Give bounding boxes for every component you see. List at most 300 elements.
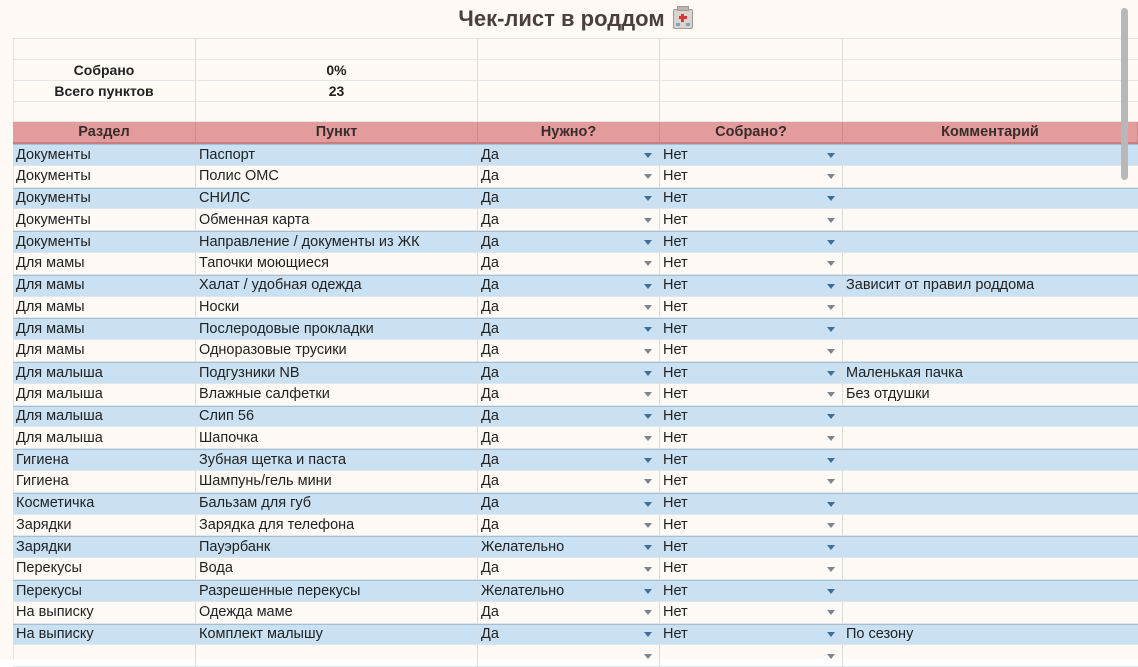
comment-cell[interactable] [843,297,1138,319]
dropdown-arrow-icon[interactable] [827,261,835,266]
needed-dropdown-value: Да [481,190,499,207]
item-cell-value: Бальзам для губ [199,495,312,512]
item-cell[interactable] [196,232,478,253]
collected-dropdown[interactable] [660,581,843,602]
comment-cell[interactable] [843,537,1138,558]
dropdown-arrow-icon[interactable] [827,610,835,615]
needed-dropdown[interactable] [478,145,660,166]
item-cell[interactable] [196,471,478,493]
column-header-item[interactable]: Пункт [196,122,478,144]
collected-dropdown[interactable] [660,209,843,231]
collected-dropdown[interactable] [660,537,843,558]
total-label[interactable]: Всего пунктов [13,81,196,102]
dropdown-arrow-icon[interactable] [644,371,652,376]
dropdown-arrow-icon[interactable] [827,392,835,397]
needed-dropdown[interactable] [478,581,660,602]
item-cell[interactable] [196,515,478,537]
comment-cell[interactable] [843,427,1138,449]
cell[interactable] [13,102,196,122]
needed-dropdown-value: Да [481,385,499,402]
cell[interactable] [478,81,660,102]
collected-dropdown-value: Нет [663,277,688,294]
table-header [13,122,1138,144]
collected-dropdown-value: Нет [663,190,688,207]
needed-dropdown-value: Да [481,408,499,425]
dropdown-arrow-icon[interactable] [827,284,835,289]
item-cell-value: Носки [199,298,240,315]
collected-dropdown-value: Нет [663,385,688,402]
needed-dropdown[interactable] [478,166,660,188]
collected-dropdown[interactable] [660,145,843,166]
dropdown-arrow-icon[interactable] [644,654,652,659]
collected-dropdown-value: Нет [663,429,688,446]
dropdown-arrow-icon[interactable] [644,327,652,332]
comment-cell[interactable] [843,319,1138,340]
section-cell[interactable] [13,276,196,297]
needed-dropdown[interactable] [478,558,660,580]
collected-dropdown[interactable] [660,645,843,667]
comment-cell[interactable] [843,602,1138,624]
section-cell[interactable] [13,450,196,471]
dropdown-arrow-icon[interactable] [827,545,835,550]
section-cell-value: Перекусы [16,582,82,599]
needed-dropdown-value: Да [481,626,499,643]
dropdown-arrow-icon[interactable] [827,240,835,245]
needed-dropdown[interactable] [478,471,660,493]
dropdown-arrow-icon[interactable] [644,392,652,397]
collected-dropdown-value: Нет [663,321,688,338]
collected-dropdown-value: Нет [663,364,688,381]
comment-cell[interactable] [843,471,1138,493]
item-cell-value: Одежда маме [199,603,293,620]
needed-dropdown-value: Да [481,277,499,294]
collected-dropdown[interactable] [660,189,843,210]
section-cell-value: Документы [16,190,91,207]
needed-dropdown[interactable] [478,232,660,253]
needed-dropdown[interactable] [478,494,660,515]
section-cell-value: Для малыша [16,408,103,425]
comment-cell-value: Без отдушки [846,385,930,402]
needed-dropdown[interactable] [478,602,660,624]
section-cell-value: Зарядки [16,516,72,533]
needed-dropdown-value: Да [481,342,499,359]
table-row [13,580,1138,602]
collected-dropdown-value: Нет [663,495,688,512]
table-row [13,493,1138,515]
collected-dropdown[interactable] [660,427,843,449]
dropdown-arrow-icon[interactable] [827,371,835,376]
table-row [13,144,1138,166]
needed-dropdown[interactable] [478,319,660,340]
comment-cell[interactable] [843,209,1138,231]
table-row [13,384,1138,406]
needed-dropdown-value: Желательно [481,582,565,599]
item-cell-value: Зарядка для телефона [199,516,355,533]
section-cell[interactable] [13,232,196,253]
collected-value[interactable]: 0% [196,60,478,81]
section-cell[interactable] [13,189,196,210]
comment-cell[interactable] [843,625,1138,646]
needed-dropdown[interactable] [478,427,660,449]
needed-dropdown-value: Да [481,233,499,250]
needed-dropdown-value: Да [481,146,499,163]
item-cell[interactable] [196,340,478,362]
collected-dropdown[interactable] [660,384,843,406]
section-cell[interactable] [13,363,196,384]
collected-dropdown-value: Нет [663,342,688,359]
section-cell[interactable] [13,253,196,275]
section-cell[interactable] [13,471,196,493]
column-header-needed[interactable]: Нужно? [478,122,660,144]
collected-dropdown-value: Нет [663,255,688,272]
section-cell[interactable] [13,297,196,319]
summary-collected-row [13,60,1138,81]
cell[interactable] [660,81,843,102]
comment-cell[interactable] [843,276,1138,297]
collected-dropdown[interactable] [660,558,843,580]
dropdown-arrow-icon[interactable] [827,327,835,332]
collected-dropdown[interactable] [660,253,843,275]
dropdown-arrow-icon[interactable] [827,305,835,310]
table-row [13,515,1138,537]
item-cell-value: Зубная щетка и паста [199,451,347,468]
dropdown-arrow-icon[interactable] [644,414,652,419]
vertical-scrollbar[interactable] [1121,8,1128,180]
dropdown-arrow-icon[interactable] [827,436,835,441]
collected-dropdown[interactable] [660,515,843,537]
needed-dropdown[interactable] [478,384,660,406]
section-cell-value: На выписку [16,626,94,643]
collected-dropdown[interactable] [660,319,843,340]
table-row [13,188,1138,210]
dropdown-arrow-icon[interactable] [644,436,652,441]
title-row[interactable] [13,0,1138,39]
table-row [13,449,1138,471]
title-label: Чек-лист в роддом [458,6,665,31]
item-cell[interactable] [196,276,478,297]
dropdown-arrow-icon[interactable] [827,414,835,419]
dropdown-arrow-icon[interactable] [644,261,652,266]
needed-dropdown[interactable] [478,537,660,558]
section-cell[interactable] [13,558,196,580]
dropdown-arrow-icon[interactable] [827,523,835,528]
needed-dropdown-value: Да [481,255,499,272]
dropdown-arrow-icon[interactable] [644,240,652,245]
comment-cell[interactable] [843,450,1138,471]
needed-dropdown[interactable] [478,625,660,646]
needed-dropdown-value: Да [481,211,499,228]
dropdown-arrow-icon[interactable] [644,567,652,572]
item-cell-value: Пауэрбанк [199,539,271,556]
needed-dropdown[interactable] [478,363,660,384]
section-cell-value: Документы [16,233,91,250]
needed-dropdown-value: Да [481,298,499,315]
comment-cell[interactable] [843,166,1138,188]
section-cell[interactable] [13,427,196,449]
item-cell[interactable] [196,319,478,340]
collected-dropdown-value: Нет [663,146,688,163]
cell[interactable] [196,39,478,60]
collected-dropdown[interactable] [660,297,843,319]
item-cell[interactable] [196,145,478,166]
cell[interactable] [13,39,196,60]
table-row [13,275,1138,297]
item-cell-value: Обменная карта [199,211,310,228]
section-cell[interactable] [13,494,196,515]
dropdown-arrow-icon[interactable] [827,567,835,572]
cell[interactable] [196,102,478,122]
item-cell-value: Одноразовые трусики [199,342,347,359]
table-row [13,624,1138,646]
section-cell[interactable] [13,581,196,602]
collected-dropdown[interactable] [660,450,843,471]
summary-total-row [13,81,1138,102]
item-cell[interactable] [196,558,478,580]
item-cell-value: Тапочки моющиеся [199,255,329,272]
item-cell[interactable] [196,537,478,558]
dropdown-arrow-icon[interactable] [644,545,652,550]
collected-dropdown-value: Нет [663,233,688,250]
collected-dropdown[interactable] [660,494,843,515]
section-cell[interactable] [13,602,196,624]
collected-dropdown[interactable] [660,407,843,428]
dropdown-arrow-icon[interactable] [644,349,652,354]
dropdown-arrow-icon[interactable] [827,458,835,463]
section-cell-value: Для малыша [16,364,103,381]
needed-dropdown[interactable] [478,515,660,537]
collected-dropdown[interactable] [660,232,843,253]
needed-dropdown[interactable] [478,253,660,275]
dropdown-arrow-icon[interactable] [827,153,835,158]
dropdown-arrow-icon[interactable] [827,632,835,637]
section-cell-value: Документы [16,211,91,228]
section-cell[interactable] [13,515,196,537]
item-cell-value: Шампунь/гель мини [199,473,332,490]
dropdown-arrow-icon[interactable] [644,610,652,615]
item-cell[interactable] [196,384,478,406]
section-cell-value: На выписку [16,603,94,620]
collected-dropdown[interactable] [660,276,843,297]
section-cell-value: Для мамы [16,342,85,359]
collected-dropdown[interactable] [660,471,843,493]
needed-dropdown[interactable] [478,189,660,210]
collected-dropdown[interactable] [660,340,843,362]
cell[interactable] [478,60,660,81]
section-cell[interactable] [13,166,196,188]
collected-dropdown-value: Нет [663,298,688,315]
collected-dropdown-value: Нет [663,473,688,490]
dropdown-arrow-icon[interactable] [827,502,835,507]
item-cell[interactable] [196,363,478,384]
comment-cell[interactable] [843,253,1138,275]
column-header-section[interactable]: Раздел [13,122,196,144]
comment-cell[interactable] [843,384,1138,406]
comment-cell[interactable] [843,645,1138,667]
item-cell-value: Слип 56 [199,408,255,425]
cell[interactable] [843,60,1138,81]
item-cell-value: Комплект малышу [199,626,323,643]
collected-label[interactable]: Собрано [13,60,196,81]
section-cell[interactable] [13,340,196,362]
comment-cell-value: Маленькая пачка [846,364,963,381]
dropdown-arrow-icon[interactable] [827,589,835,594]
item-cell[interactable] [196,297,478,319]
dropdown-arrow-icon[interactable] [644,458,652,463]
dropdown-arrow-icon[interactable] [644,632,652,637]
section-cell-value: Перекусы [16,560,82,577]
needed-dropdown-value: Да [481,495,499,512]
section-cell-value: Гигиена [16,451,69,468]
section-cell[interactable] [13,145,196,166]
item-cell[interactable] [196,166,478,188]
collected-dropdown[interactable] [660,625,843,646]
section-cell-value: Для мамы [16,255,85,272]
section-cell[interactable] [13,537,196,558]
dropdown-arrow-icon[interactable] [827,174,835,179]
section-cell-value: Для малыша [16,385,103,402]
total-value[interactable]: 23 [196,81,478,102]
cell[interactable] [660,39,843,60]
comment-cell[interactable] [843,581,1138,602]
cell[interactable] [478,39,660,60]
collected-dropdown-value: Нет [663,626,688,643]
table-row [13,406,1138,428]
collected-dropdown-value: Нет [663,603,688,620]
table-row [13,427,1138,449]
collected-dropdown[interactable] [660,166,843,188]
needed-dropdown-value: Да [481,321,499,338]
dropdown-arrow-icon[interactable] [644,589,652,594]
comment-cell[interactable] [843,558,1138,580]
collected-dropdown-value: Нет [663,408,688,425]
needed-dropdown-value: Да [481,429,499,446]
section-cell[interactable] [13,645,196,667]
item-cell[interactable] [196,189,478,210]
collected-dropdown-value: Нет [663,167,688,184]
section-cell[interactable] [13,407,196,428]
needed-dropdown[interactable] [478,209,660,231]
item-cell-value: Вода [199,560,233,577]
dropdown-arrow-icon[interactable] [644,153,652,158]
row-gutter [0,0,14,659]
needed-dropdown-value: Да [481,364,499,381]
collected-dropdown-value: Нет [663,451,688,468]
section-cell[interactable] [13,384,196,406]
needed-dropdown[interactable] [478,276,660,297]
dropdown-arrow-icon[interactable] [644,502,652,507]
item-cell[interactable] [196,253,478,275]
table-row [13,231,1138,253]
collected-dropdown[interactable] [660,363,843,384]
dropdown-arrow-icon[interactable] [644,196,652,201]
needed-dropdown[interactable] [478,450,660,471]
section-cell[interactable] [13,209,196,231]
needed-dropdown[interactable] [478,297,660,319]
item-cell[interactable] [196,581,478,602]
collected-dropdown[interactable] [660,602,843,624]
section-cell-value: Для мамы [16,277,85,294]
needed-dropdown-value: Да [481,516,499,533]
column-header-comment[interactable]: Комментарий [843,122,1138,144]
cell[interactable] [660,60,843,81]
table-row [13,362,1138,384]
table-row [13,558,1138,580]
column-header-collected[interactable]: Собрано? [660,122,843,144]
collected-dropdown-value: Нет [663,582,688,599]
comment-cell[interactable] [843,232,1138,253]
collected-dropdown-value: Нет [663,539,688,556]
dropdown-arrow-icon[interactable] [644,305,652,310]
needed-dropdown[interactable] [478,340,660,362]
comment-cell[interactable] [843,340,1138,362]
item-cell-value: Паспорт [199,146,256,163]
needed-dropdown-value: Да [481,451,499,468]
cell[interactable] [843,39,1138,60]
section-cell-value: Косметичка [16,495,95,512]
comment-cell[interactable] [843,515,1138,537]
dropdown-arrow-icon[interactable] [644,218,652,223]
cell[interactable] [660,102,843,122]
comment-cell-value: Зависит от правил роддома [846,277,1035,294]
dropdown-arrow-icon[interactable] [827,196,835,201]
comment-cell[interactable] [843,494,1138,515]
item-cell[interactable] [196,602,478,624]
item-cell-value: Влажные салфетки [199,385,330,402]
hospital-icon [673,9,693,29]
item-cell-value: Полис ОМС [199,167,279,184]
needed-dropdown[interactable] [478,645,660,667]
dropdown-arrow-icon[interactable] [827,349,835,354]
table-row [13,602,1138,624]
section-cell-value: Для мамы [16,321,85,338]
table-row [13,253,1138,275]
collected-dropdown-value: Нет [663,211,688,228]
needed-dropdown-value: Да [481,603,499,620]
item-cell[interactable] [196,625,478,646]
item-cell[interactable] [196,645,478,667]
table-row [13,209,1138,231]
dropdown-arrow-icon[interactable] [644,174,652,179]
item-cell[interactable] [196,407,478,428]
item-cell-value: Подгузники NB [199,364,300,381]
item-cell[interactable] [196,427,478,449]
item-cell[interactable] [196,450,478,471]
dropdown-arrow-icon[interactable] [827,479,835,484]
table-row [13,297,1138,319]
needed-dropdown[interactable] [478,407,660,428]
comment-cell[interactable] [843,363,1138,384]
item-cell[interactable] [196,494,478,515]
section-cell[interactable] [13,319,196,340]
item-cell[interactable] [196,209,478,231]
collected-dropdown-value: Нет [663,560,688,577]
needed-dropdown-value: Да [481,560,499,577]
comment-cell[interactable] [843,189,1138,210]
item-cell-value: СНИЛС [199,190,251,207]
dropdown-arrow-icon[interactable] [644,284,652,289]
cell[interactable] [478,102,660,122]
comment-cell[interactable] [843,407,1138,428]
dropdown-arrow-icon[interactable] [827,654,835,659]
section-cell[interactable] [13,625,196,646]
dropdown-arrow-icon[interactable] [827,218,835,223]
dropdown-arrow-icon[interactable] [644,523,652,528]
cell[interactable] [843,81,1138,102]
table-row [13,318,1138,340]
cell[interactable] [843,102,1138,122]
comment-cell[interactable] [843,145,1138,166]
dropdown-arrow-icon[interactable] [644,479,652,484]
